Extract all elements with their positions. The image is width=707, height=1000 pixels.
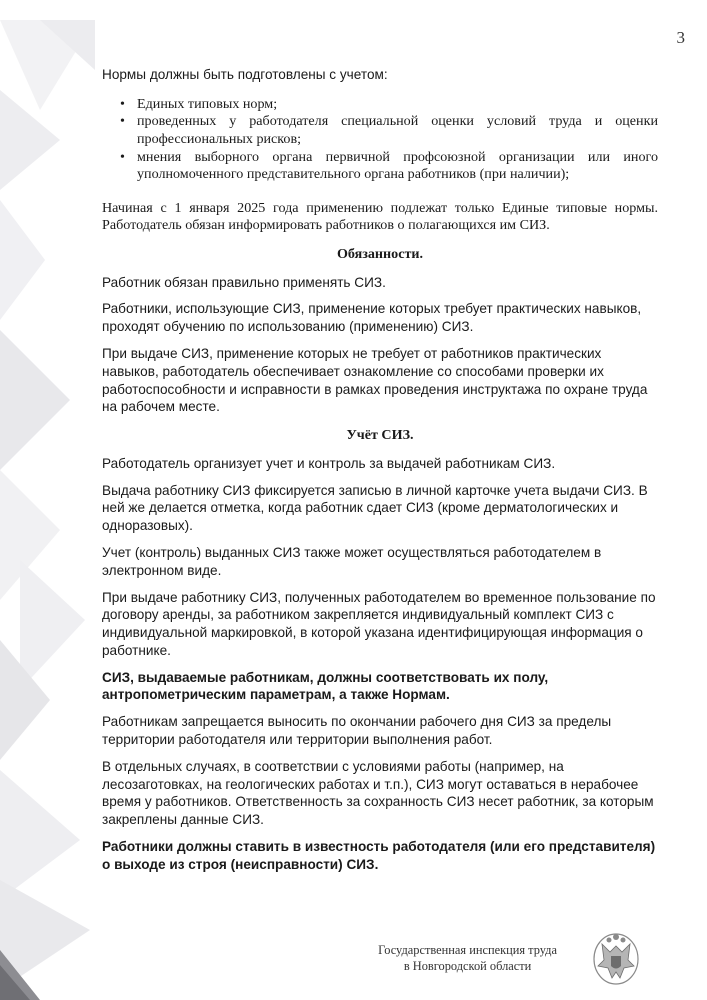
paragraph: В отдельных случаях, в соответствии с условиями работы (например, на лесозаготовках, на геологических работах и т.п.), СИЗ могут оставаться в нерабочее время у работников. Ответственность за сохранность СИЗ несет работник, за которым закреплены данные СИЗ. — [102, 758, 654, 828]
paragraph: Учет (контроль) выданных СИЗ также может осуществляться работодателем в электронном виде. — [102, 544, 602, 578]
document-body — [102, 66, 658, 883]
norms-list — [102, 96, 658, 184]
paragraph: Работник обязан правильно применять СИЗ. — [102, 274, 386, 290]
bold-closing-statement: Работники должны ставить в известность работодателя (или его представителя) о выходе из строя (неисправности) СИЗ. — [102, 839, 656, 872]
paragraph: Выдача работнику СИЗ фиксируется записью в личной карточке учета выдачи СИЗ. В ней же делается отметка, когда работник сдает СИЗ (кроме дерматологических и одноразовых). — [102, 482, 648, 534]
footer-line: в Новгородской области — [403, 959, 532, 973]
coat-of-arms-emblem-icon — [590, 930, 642, 988]
list-item: • Единых типовых норм; — [102, 96, 658, 114]
footer-line: Государственная инспекция труда — [378, 943, 557, 957]
unified-norms-paragraph: Начиная с 1 января 2025 года применению подлежат только Единые типовые нормы. Работодатель обязан информировать работников о полагающихся им СИЗ. — [102, 199, 658, 234]
list-item: • проведенных у работодателя специальной оценки условий труда и оценки профессиональных рисков; — [102, 113, 658, 148]
footer-organization — [378, 942, 557, 974]
paragraph: Работодатель организует учет и контроль за выдачей работникам СИЗ. — [102, 455, 556, 471]
list-item: • мнения выборного органа первичной профсоюзной организации или иного уполномоченного представительного органа работников (при наличии); — [102, 149, 658, 184]
page-number: 3 — [676, 28, 685, 47]
paragraph: Работникам запрещается выносить по окончании рабочего дня СИЗ за пределы территории работодателя или территории выполнения работ. — [102, 714, 612, 748]
bold-statement: СИЗ, выдаваемые работникам, должны соответствовать их полу, антропометрическим параметрам, а также Нормам. — [102, 669, 549, 703]
paragraph: При выдаче СИЗ, применение которых не требует от работников практических навыков, работодатель обеспечивает ознакомление со способами проверки их работоспособности и исправности в рамках проведения инструктажа по охране труда на рабочем месте. — [102, 345, 648, 415]
norms-intro: Нормы должны быть подготовлены с учетом: — [102, 67, 388, 82]
paragraph: При выдаче работнику СИЗ, полученных работодателем во временное пользование по договору аренды, за работником закрепляется индивидуальный комплект СИЗ с индивидуальной маркировкой, в которой указана идентифицирующая информация о работнике. — [102, 589, 656, 658]
accounting-heading: Учёт СИЗ. — [346, 427, 414, 444]
duties-heading: Обязанности. — [336, 245, 424, 262]
paragraph: Работники, использующие СИЗ, применение которых требует практических навыков, проходят обучению по использованию (применению) СИЗ. — [102, 301, 642, 335]
